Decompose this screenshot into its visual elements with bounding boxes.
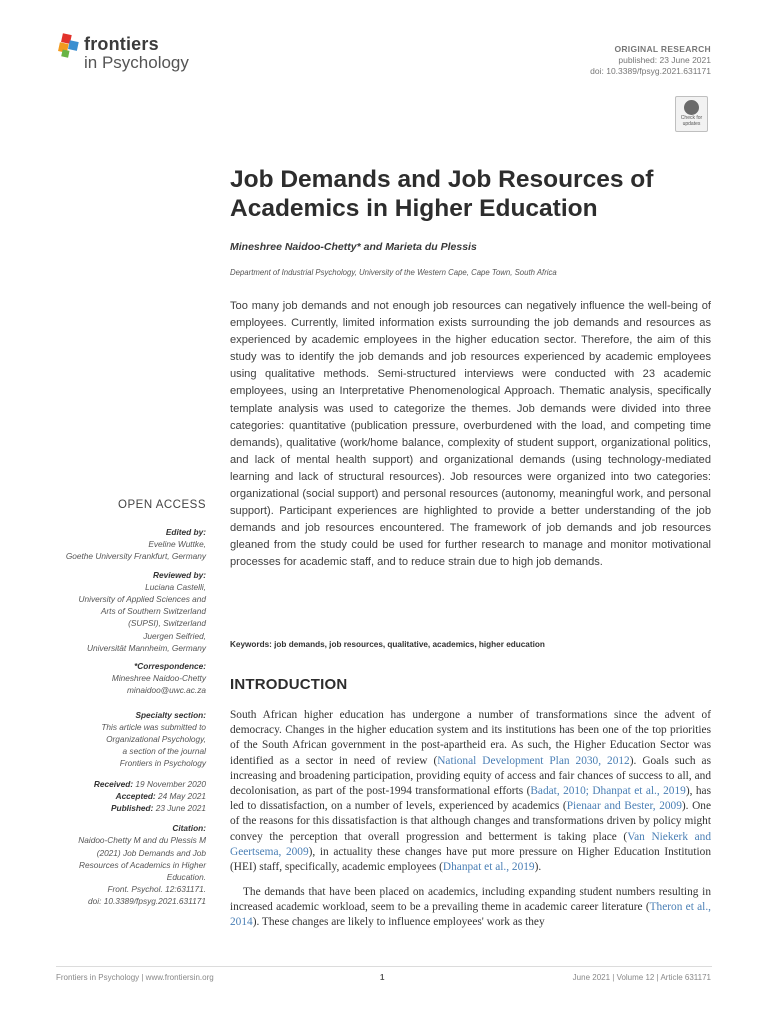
citation-text: Education. (166, 872, 206, 883)
citation-label: Citation: (172, 823, 206, 834)
accepted-label: Accepted: (115, 790, 156, 801)
journal-name-word2: in Psychology (84, 53, 189, 72)
specialty-label: Specialty section: (135, 709, 206, 720)
text-span: ), has led to dissatisfaction, on a number of levels, experienced by academics ( (230, 785, 711, 813)
correspondence-section (66, 660, 206, 697)
reviewer-name: Luciana Castelli, (145, 581, 206, 592)
editor-name: Eveline Wuttke, (148, 539, 206, 550)
citation-link[interactable]: Van Niekerk and Geertsema, 2009 (230, 830, 711, 858)
text-span: South African higher education has undergone a number of transformations since the advent of democracy. Changes in the higher education system and its institutions has been one of the top priorities of the South African government in the post-apartheid era. As such, the Higher Education Sector was identified as a sector in need of review ( (230, 709, 711, 767)
accepted-row (66, 790, 206, 802)
received-row (66, 778, 206, 790)
text-span: ), in actuality these changes have put more pressure on Higher Education Institution (HEI) staff, specifically, academic employees ( (230, 845, 711, 874)
reviewer-affiliation: Universität Mannheim, Germany (87, 642, 206, 653)
keywords-label: Keywords: (230, 640, 272, 649)
text-span: ). These changes are likely to influence employees' work as they (252, 916, 545, 929)
received-label: Received: (93, 778, 134, 789)
citation-link[interactable]: National Development Plan 2030, 2012 (437, 754, 630, 767)
citation-section (66, 822, 206, 907)
reviewer-affiliation: University of Applied Sciences and (78, 594, 206, 605)
reviewer-name: Juergen Seifried, (143, 630, 206, 641)
correspondence-name: Mineshree Naidoo-Chetty (111, 673, 206, 684)
published-date: published: 23 June 2021 (618, 55, 711, 65)
citation-text: Front. Psychol. 12:631171. (107, 884, 206, 895)
published-date-side: 23 June 2021 (155, 803, 206, 814)
citation-text: Naidoo-Chetty M and du Plessis M (78, 835, 206, 846)
open-access-label: OPEN ACCESS (118, 499, 206, 511)
keywords-list: job demands, job resources, qualitative, academics, higher education (274, 640, 545, 649)
citation-link[interactable]: Pienaar and Bester, 2009 (566, 800, 682, 813)
journal-logo[interactable] (56, 32, 236, 82)
badge-text-line2: updates (682, 120, 701, 127)
affiliation: Department of Industrial Psychology, University of the Western Cape, Cape Town, South Africa (230, 268, 557, 277)
check-for-updates-badge[interactable] (675, 96, 708, 132)
reviewed-by-section (66, 569, 206, 654)
reviewer-affiliation: Arts of Southern Switzerland (100, 606, 206, 617)
specialty-text: Frontiers in Psychology (119, 758, 206, 769)
received-date: 19 November 2020 (135, 778, 206, 789)
citation-link[interactable]: Badat, 2010; Dhanpat et al., 2019 (530, 785, 686, 798)
specialty-section (66, 709, 206, 770)
citation-text: (2021) Job Demands and Job (96, 847, 206, 858)
editor-affiliation: Goethe University Frankfurt, Germany (65, 551, 206, 562)
dates-section (66, 778, 206, 815)
edited-by-label: Edited by: (165, 527, 206, 537)
published-label: Published: (110, 803, 154, 814)
text-span: ). Goals such as increasing and broadening participation, providing equity of access and fair chances of success to all, and decolonisation, as part of the post-1994 transformational efforts ( (230, 754, 711, 798)
citation-doi[interactable]: doi: 10.3389/fpsyg.2021.631171 (88, 896, 206, 907)
title-line2: Academics in Higher Education (230, 195, 598, 222)
specialty-text: This article was submitted to (101, 721, 206, 732)
check-updates-icon (684, 100, 699, 115)
reviewed-by-label: Reviewed by: (152, 569, 206, 580)
article-type: ORIGINAL RESEARCH (614, 44, 711, 54)
accepted-date: 24 May 2021 (158, 790, 206, 801)
text-span: ). One of the reasons for this dissatisfaction is that although changes and transformations driven by policy might convey the perception that overall progression and betterment is taking place ( (230, 800, 711, 843)
specialty-text: a section of the journal (122, 746, 206, 757)
reviewer-affiliation: (SUPSI), Switzerland (128, 618, 206, 629)
text-span: ). (534, 861, 542, 874)
citation-link[interactable]: Dhanpat et al., 2019 (442, 861, 535, 874)
keywords (230, 640, 545, 649)
section-heading-introduction: INTRODUCTION (230, 676, 348, 693)
page-number: 1 (380, 973, 385, 982)
specialty-text: Organizational Psychology, (106, 734, 206, 745)
citation-text: Resources of Academics in Higher (79, 859, 206, 870)
authors: Mineshree Naidoo-Chetty* and Marieta du Plessis (230, 241, 477, 253)
footer-journal[interactable]: Frontiers in Psychology | www.frontiersin.org (56, 973, 214, 982)
correspondence-label: *Correspondence: (134, 661, 206, 672)
edited-by-section (66, 526, 206, 563)
badge-text-line1: Check for (680, 115, 703, 121)
title-line1: Job Demands and Job Resources of (230, 166, 654, 193)
frontiers-logo-icon (56, 32, 82, 60)
sidebar-info (66, 526, 206, 914)
published-row (66, 802, 206, 814)
intro-paragraph-1 (230, 708, 711, 875)
abstract: Too many job demands and not enough job resources can negatively influence the well-being of employees. Currently, limited information exists surrounding the job demands and resources as experienced by academic employees in the higher education sector. Therefore, the aim of this study was to identify the job demands and job resources experienced by academic employees using qualitative methods. Semi-structured interviews were conducted with 23 academic employees, using an Interpretative Phenomenological Approach. Thematic analysis, specifically template analysis was used to categorize the themes. Job demands were divided into three categories: quantitative (publication pressure, overburdened with the load, and competing time demands), qualitative (work/home balance, complexity of student support, organizational politics, and lack of mental health support) and organizational demands (using technology-mediated learning and lack of structural resources). Job resources were organized into two categories: organizational (social support) and personal resources (autonomy, meaningful work, and personal support). Participant experiences are highlighted to provide a better understanding of the job demands and job resources encountered. The framework of job demands and job resources gleaned from the study could be used for further research to manage and monitor motivational processes for academic staff, and to reduce strain due to high job demands. (230, 300, 711, 569)
text-span: The demands that have been placed on academics, including expanding student numbers resulting in increased academic workload, seem to be a prevailing theme in academic career literature ( (230, 886, 711, 914)
intro-paragraph-2 (230, 885, 711, 931)
journal-name-word1: frontiers (84, 34, 159, 54)
correspondence-email[interactable]: minaidoo@uwc.ac.za (127, 685, 206, 696)
article-title (230, 165, 710, 223)
citation-link[interactable]: Theron et al., 2014 (230, 901, 711, 929)
footer-divider (56, 966, 712, 967)
footer-issue-info: June 2021 | Volume 12 | Article 631171 (572, 973, 711, 982)
article-meta-header (590, 44, 711, 77)
article-doi[interactable]: doi: 10.3389/fpsyg.2021.631171 (590, 66, 711, 76)
